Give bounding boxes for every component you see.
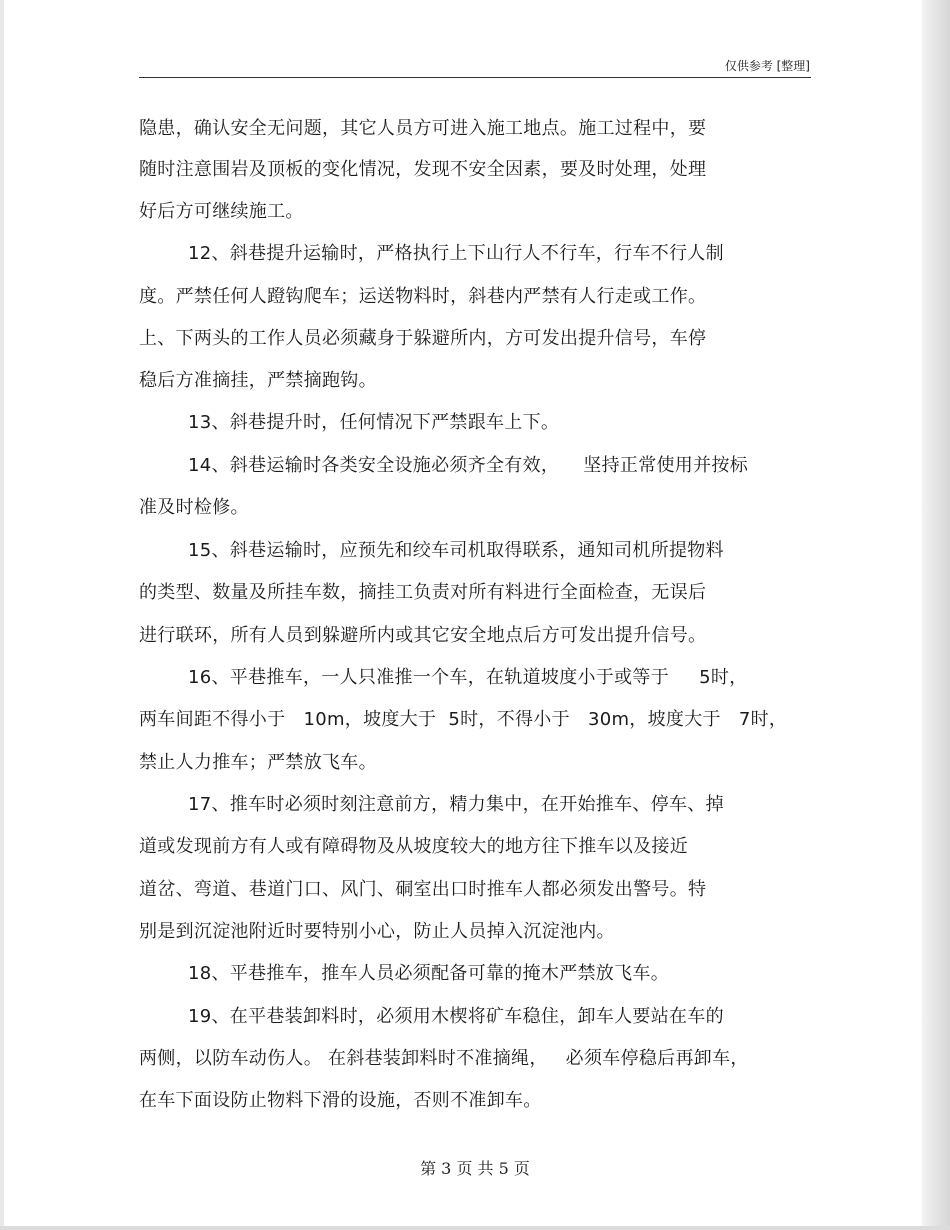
- body-line: 好后方可继续施工。: [139, 201, 304, 222]
- body-line: 18、平巷推车，推车人员必须配备可靠的掩木严禁放飞车。: [188, 963, 670, 984]
- body-line: 的类型、数量及所挂车数，摘挂工负责对所有料进行全面检查，无误后: [139, 582, 707, 603]
- body-line: 19、在平巷装卸料时，必须用木楔将矿车稳住，卸车人要站在车的: [188, 1006, 724, 1027]
- page-number: 第 3 页 共 5 页: [420, 1159, 530, 1178]
- body-line: 上、下两头的工作人员必须藏身于躲避所内，方可发出提升信号，车停: [139, 328, 707, 349]
- body-line: 度。严禁任何人蹬钩爬车；运送物料时，斜巷内严禁有人行走或工作。: [139, 286, 707, 307]
- body-line: 14、斜巷运输时各类安全设施必须齐全有效， 坚持正常使用并按标: [188, 455, 748, 476]
- body-line: 稳后方准摘挂，严禁摘跑钩。: [139, 370, 377, 391]
- body-line: 15、斜巷运输时，应预先和绞车司机取得联系，通知司机所提物料: [188, 540, 724, 561]
- body-line: 隐患，确认安全无问题，其它人员方可进入施工地点。施工过程中，要: [139, 118, 707, 139]
- body-line: 17、推车时必须时刻注意前方，精力集中，在开始推车、停车、掉: [188, 794, 724, 815]
- body-line: 两车间距不得小于 10m，坡度大于 5时，不得小于 30m，坡度大于 7时，: [139, 709, 788, 730]
- body-line: 道或发现前方有人或有障碍物及从坡度较大的地方往下推车以及接近: [139, 836, 688, 857]
- body-line: 13、斜巷提升时，任何情况下严禁跟车上下。: [188, 412, 560, 433]
- body-line: 准及时检修。: [139, 497, 249, 518]
- body-line: 在车下面设防止物料下滑的设施，否则不准卸车。: [139, 1090, 542, 1111]
- body-line: 12、斜巷提升运输时，严格执行上下山行人不行车，行车不行人制: [188, 243, 724, 264]
- header-note: 仅供参考 [整理]: [724, 59, 810, 73]
- body-line: 进行联环，所有人员到躲避所内或其它安全地点后方可发出提升信号。: [139, 625, 707, 646]
- body-line: 道岔、弯道、巷道门口、风门、硐室出口时推车人都必须发出警号。特: [139, 879, 707, 900]
- body-line: 别是到沉淀池附近时要特别小心，防止人员掉入沉淀池内。: [139, 921, 615, 942]
- body-line: 随时注意围岩及顶板的变化情况，发现不安全因素，要及时处理，处理: [139, 159, 707, 180]
- body-line: 两侧，以防车动伤人。 在斜巷装卸料时不准摘绳， 必须车停稳后再卸车，: [139, 1048, 749, 1069]
- body-line: 禁止人力推车；严禁放飞车。: [139, 752, 377, 773]
- body-line: 16、平巷推车，一人只准推一个车，在轨道坡度小于或等于 5时，: [188, 667, 748, 688]
